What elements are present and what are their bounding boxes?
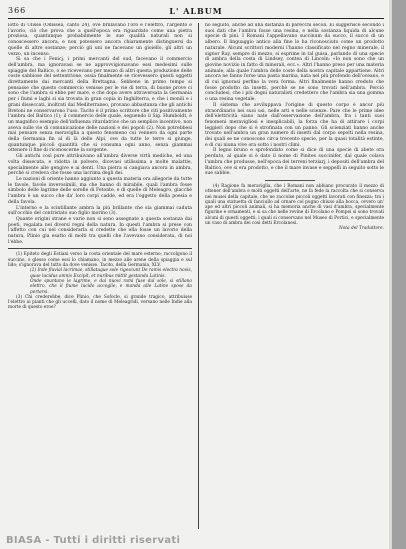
left-column xyxy=(8,23,192,529)
paragraph: no seguito, anche ad una distanza di parecchi secoli. Ei suggerisce secondo i suoi dati che l'ambra fosse una resina, e nella sostanza liquida di alcune specie di pini. I Romani l'appellavano succinum da succo, il succo di un albero. Il linguaggio antico alla fine lo ha riconosciuto come un prodotto naturale. Alcuni scrittori moderni l'hanno classificato nel regno minerale, il signor Ray, sempre di mezzo, si esprime in tal guisa, parlando di una specie di ambra della costa di Lindsey, contea di Lincoln: «Io non sono che un giovine novizio in fatto di minerali, ecc.». Altri l'hanno preso per una materia animale, alla quale l'ambra delle coste della nostra capitale appartiene. Altri ancora ne fanno forse una pasta marina, nata nel più profondo dell'oceano, e di cui ignorasi perfino la vera forma. Altri finalmente hanno creduto che fosse prodotto da insetti, perchè se ne sono trovati nell'ambra. Perciò concludesi, che i più degni naturalisti credettero che l'ambra sia una gomma o una resina vegetale. xyxy=(205,23,384,103)
paragraph: Il sistema che avviluppava l'origine di questo corpo è ancor più straordinario nei suoi usi, nelle arti e nelle scienze. Pare che le prime idee dell'elettricità siano nate dall'osservazione dell'ambra, fra i tanti suoi fenomeni meravigliosi e inesplicabili, la forza che ha di attirare i corpi leggieri dopo che si è strofinata con un panno. Gli scienziati hanno anche trovato nell'ambra un gran numero di insetti dal corpo sepolti nella resina, dei quali se ne conoscono circa trecento specie, per la quasi totalità estinte, e di cui niuna vive ora sotto i nostri climi. xyxy=(205,102,384,148)
page-edge xyxy=(392,0,406,549)
paragraph: L'interno e la scintillante ambra la più brillante che sia giammai caduta sull'occhio del contristato suo figlio morino (3). xyxy=(8,205,192,217)
header-rule xyxy=(8,18,384,19)
journal-title: L' ALBUM xyxy=(169,6,223,16)
right-column xyxy=(205,23,384,533)
page-number: 366 xyxy=(8,6,27,15)
footnotes xyxy=(8,252,192,310)
footnote-rule xyxy=(8,248,192,249)
footnote: (1) Epiteto degli Estiani verso la costa orientale del mare esterno; raccolgono il succino, o glesso come essi lo chiamano, in mezzo alle arene della spiaggia e sul lido; s'ignorava del tutto da dove venisse. Tacito, della Germania, XLV. xyxy=(8,252,192,269)
paragraph: Gli antichi così pure attribuivano all'ambra diverse virtù mediche, ed una volta dissecata, e ridotta in polvere, dicevasi utilissima a molte malattie, specialmente alle gengive e ai denti. Una pietra si cangiava ancora in ambra, perchè si credeva che fosse una lacrima degli dei. xyxy=(8,154,192,177)
footnote: (4) Ragione fa meraviglia, che i Romani non abbiano procurato il mezzo di ottener dell'ambra e molti oggetti dell'arte, ne fa fede la raccolta che si conserva nei musei della capitale, che ne raccolse piccoli oggetti lavorati con finezza; tra i quali una statuetta di fanciullo ad ornare col pugno chiuso alla bocca, ovvero un' ape ed altri piccoli animali, si ha memoria anche di vasi d'ambra, specialmente figurine e ornamenti, e si sa che nelle rovine di Ercolano e Pompei si sono trovati alcuni di questi oggetti, i quali si conservano nel Museo di Portici, e specialmente un vaso di ambra dei così detti Ercolanesi. xyxy=(205,183,384,227)
paragraph: Le nazioni di oriente hanno aggiunto a questa materia ora allegorie da tutte le favole, favole inverosimili, ma che hanno di mirabile, quali l'ambra fosse simbolo delle lagrime delle sorelle di Fetonte, e di quelle di Meleagro, giacchè l'ambra è un succo che da' loro corpi cadde, ed era l'oggetto della poesia e della favola. xyxy=(8,176,192,205)
translator-signature: Nota del Traduttore. xyxy=(338,226,384,232)
paragraph: lotto di Ulisse (Odissea, canto 24), ove brillavano l'oro e l'elettro, l'argento e l'avorio, ciò che prova che a quell'epoca era riguardato come una pietra preziosa, quantunque probabilmente le sue qualità naturali non si conoscessero ancora, e non potessero ancora chiaramente distinguersi da quelle di altre sostanze; perciò gli uni ne facevano un gioiello, gli altri un vezzo, un incenso. xyxy=(8,23,192,57)
verse-latin: (2) Inde fluvial lacrimae, stillataque sole rigescunt De ramis electra novis, quae lucidus amnis Excipit, et nuribus mittit gestanda Latinis. xyxy=(30,268,192,279)
page-header xyxy=(8,6,384,18)
verse-quote xyxy=(30,268,192,294)
paragraph: Si sa che i Fenicj, i primi mercanti del sud, facevano il commercio dell'ambra, ma ignoravasi se ne approvvigionavano essi medesimi sulle spiaggie del Baltico, o se ricevevano per mezzo di altri questa produzione delle coste sabbiose del settentrione, ossia finalmente se ricevessero questi oggetti direttamente dai mercanti della Brettagna. Sebbene in primo tempo si pensasse che questo commercio venisse per le vie di terra, di buone prove ci sono che l'ambra si ebbe per mare, e che dopo avere attraversata la Germania per i fiumi e laghi si sia trovata in gran copia in Inghilterra, e che i monili e i grani disseccati, inoltrati dal Mediterraneo, provano abbastanza che gli antichi Bretoni ne conservarono l'uso. Tacito è il primo scrittore che citi positivamente l'ambra del Baltico (1); il commercio delle quale, seguendo il Sig. Humboldt, è un magnifico esempio dell'influenza ritardatrice che un semplice incentivo, non aveva sulle vie di comunicazione delle nazioni e dei popoli (2). Non potrebbesi mai pensare senza meraviglia a questo fenomeno cui vennero da ogni parte della Germania fin al di là delle Alpi, ove da tutte le terre si giunge, quantunque piccoli quantità che si consuma ogni anno, senza giammai ottenere il fine di riconoscerne la sorgente. xyxy=(8,57,192,154)
verse-translation: Onde spuntano le lagrime, e dai nuovi rami fuse dal sole, si stillano elettro, che il fiume lucido accoglie, e manda alle Latine spose da portarsi. xyxy=(30,278,192,295)
paragraph: Quante origini strane e varie non si sono assegnate a questa sostanza dai poeti, regalata nei diversi regni della natura. In questi l'ambra si prese con l'affetto con cui nel considerarla si credette che ella fosse un lavorio della natura, Plinio gia esatto di molti tra quelli che l'avevano considerata, di noi l'ebbe. xyxy=(8,216,192,245)
footnote: (3) Chi crederebbe, dice Plinio, che Sofocle, si grande tragico, attribuisse l'elettro ai pianti che gli uccelli, dato il nome di Meleagridi, versano nelle Indie alla morte di questo eroe? xyxy=(8,294,192,311)
translator-note xyxy=(205,184,384,232)
paragraph: Il legno bruno e sprofondato come si dice di una specie di abete ora perduto, al quale si è dato il nome di Pinites succinifer, dal quale colava l'ambra che produsse, nell'epoca dei terreni terziarj, i depositi dell'ambra del Baltico, ove si era prodotto, e che il mare invase e seppellì in seguito sotto le sue sabbie. xyxy=(205,148,384,177)
watermark: BIASA - Tutti i diritti riservati xyxy=(6,535,181,546)
section-separator xyxy=(265,180,315,181)
column-divider xyxy=(198,23,199,529)
